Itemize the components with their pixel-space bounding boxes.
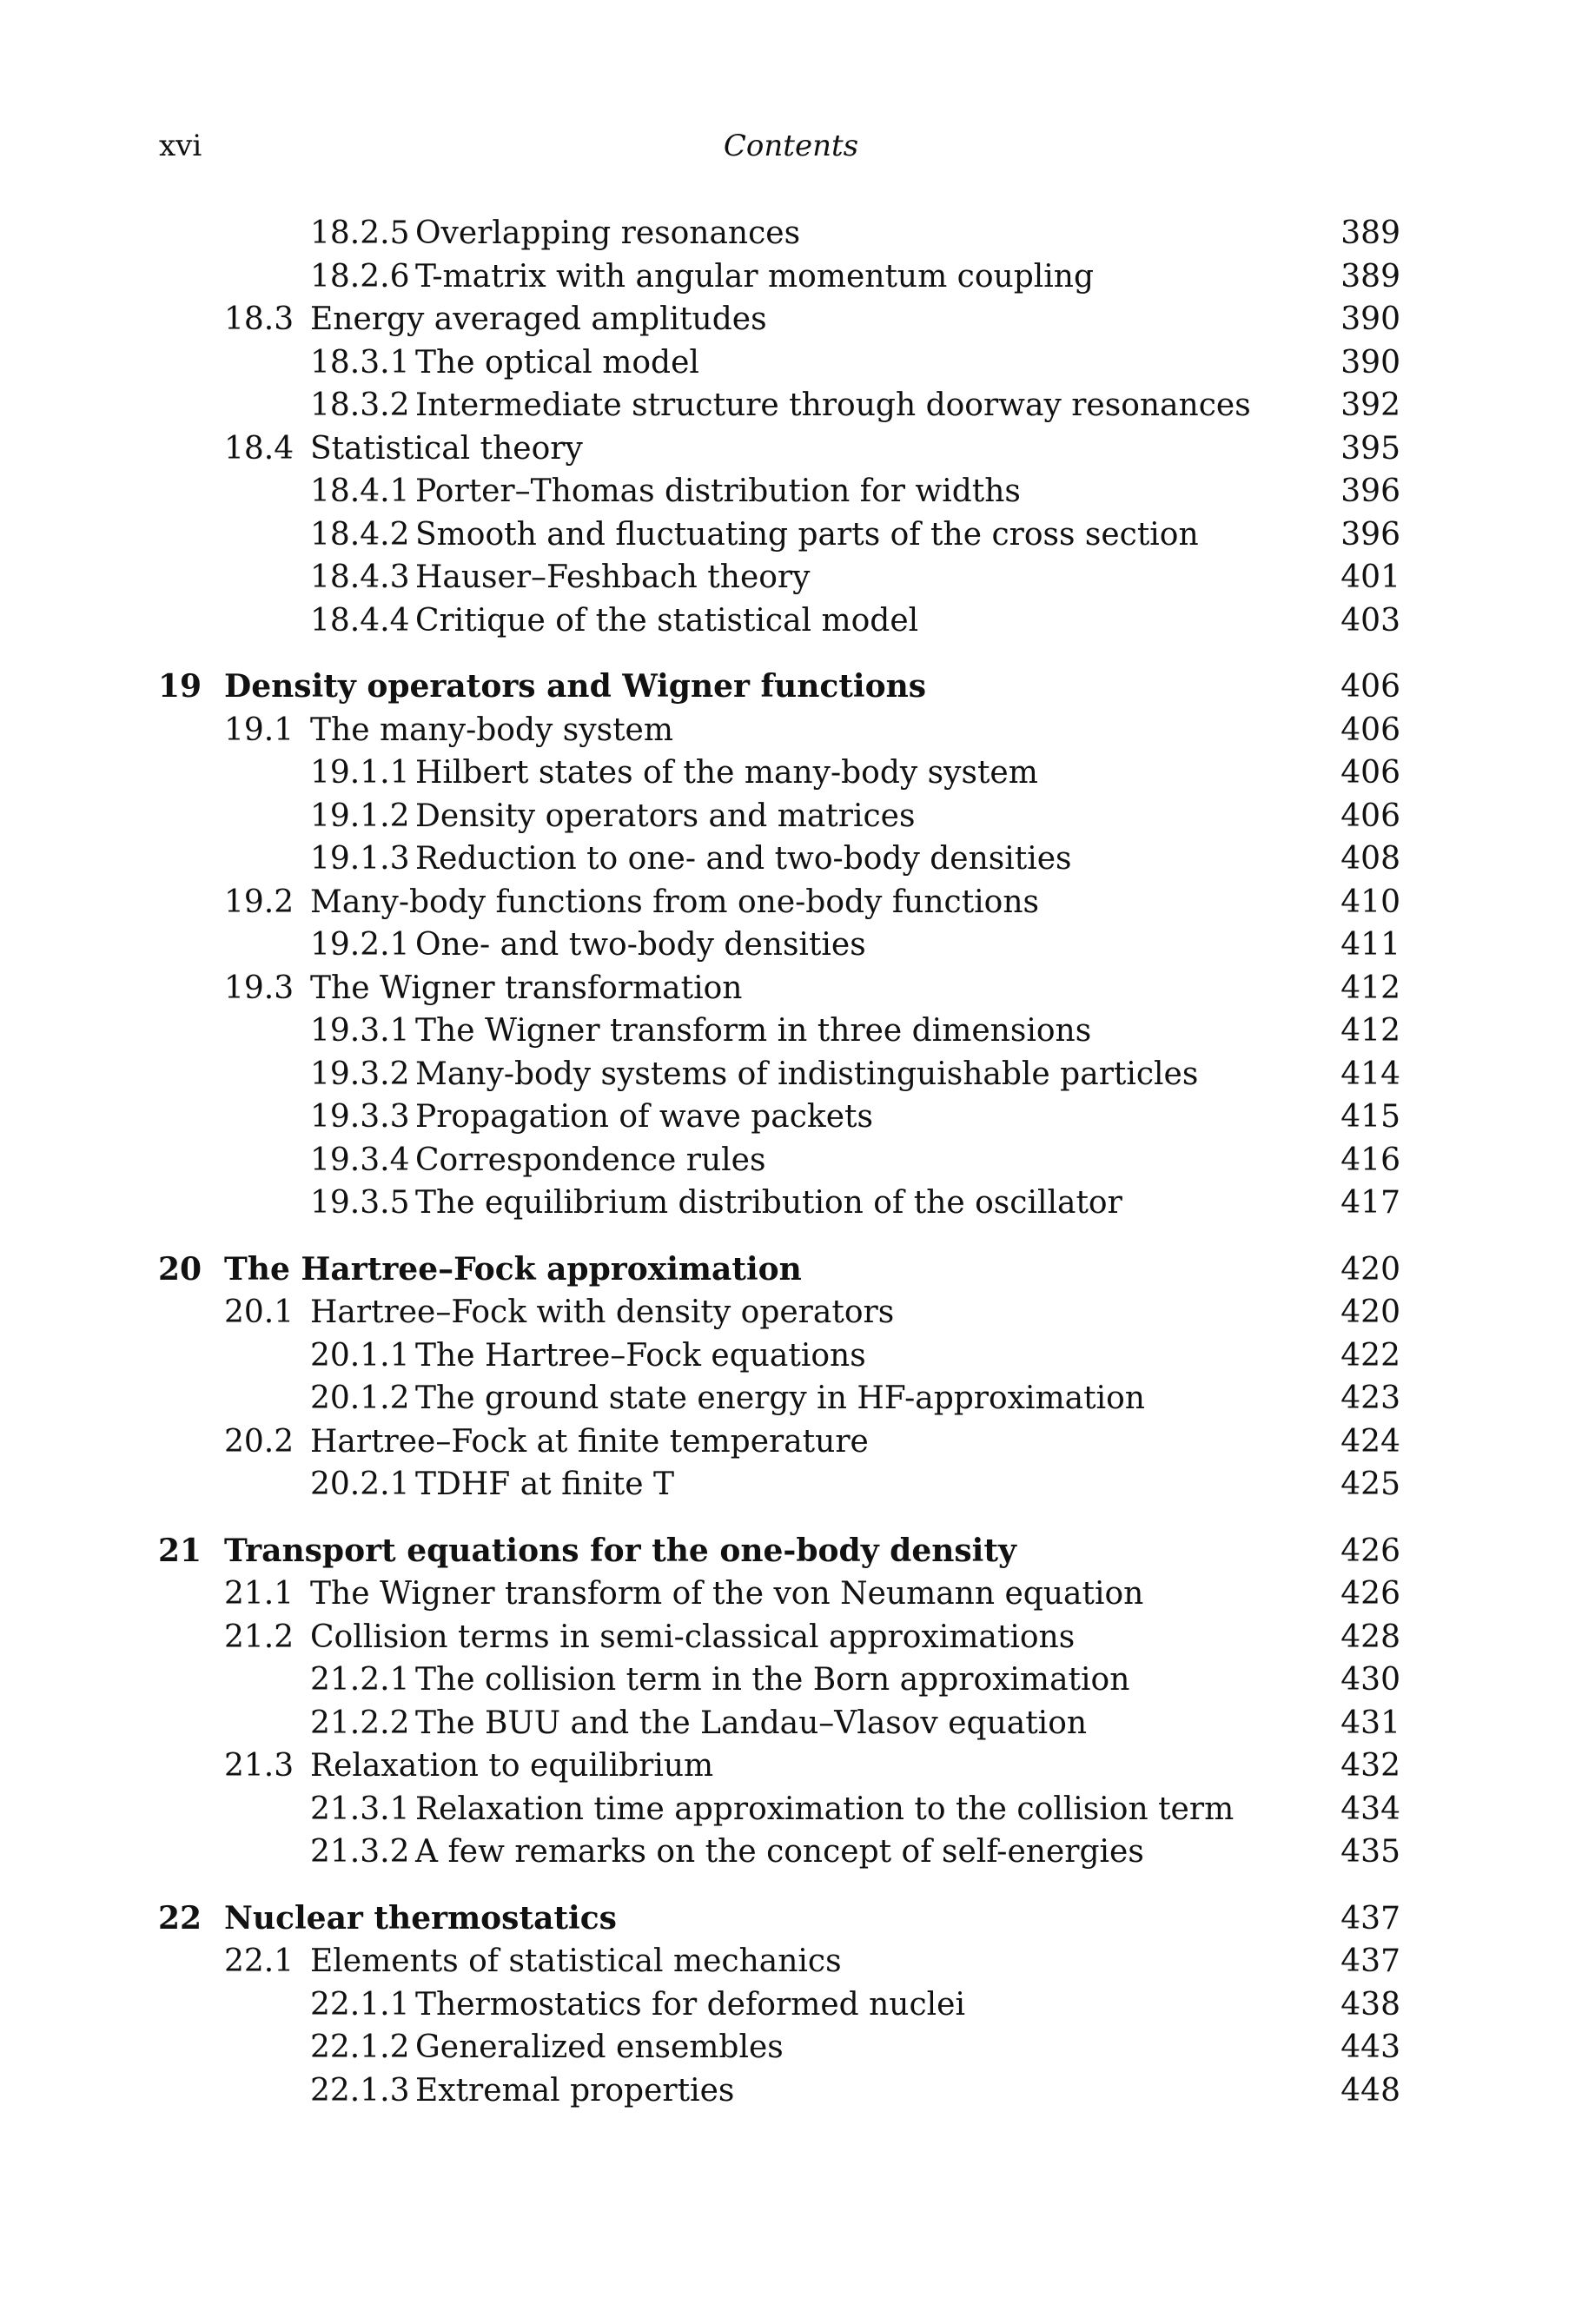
toc-entry-title: Smooth and fluctuating parts of the cross section [415, 516, 1199, 553]
toc-entry-number: 19.1.1 [310, 755, 410, 791]
toc-entry-page: 431 [1340, 1705, 1400, 1741]
toc-entry-title: Hauser–Feshbach theory [415, 559, 811, 595]
toc-entry-page: 414 [1340, 1056, 1400, 1092]
toc-entry-page: 406 [1340, 669, 1400, 705]
toc-entry-title: The Hartree–Fock equations [415, 1337, 866, 1374]
toc-entry-number: 20.2 [224, 1423, 295, 1460]
toc-subsection-entry[interactable] [0, 470, 1582, 513]
toc-subsection-entry[interactable] [0, 2026, 1582, 2069]
toc-entry-title: The equilibrium distribution of the oscillator [415, 1185, 1122, 1221]
toc-subsection-entry[interactable] [0, 599, 1582, 643]
toc-entry-title: The optical model [415, 344, 699, 381]
toc-entry-page: 420 [1340, 1251, 1400, 1288]
toc-subsection-entry[interactable] [0, 1010, 1582, 1053]
toc-entry-page: 426 [1340, 1533, 1400, 1569]
toc-entry-page: 438 [1340, 1986, 1400, 2023]
toc-entry-title: Thermostatics for deformed nuclei [415, 1986, 965, 2023]
toc-entry-page: 390 [1340, 301, 1400, 337]
toc-entry-number: 19.1.2 [310, 798, 410, 834]
toc-entry-page: 448 [1340, 2072, 1400, 2109]
toc-entry-number: 22.1 [224, 1943, 295, 1979]
toc-subsection-entry[interactable] [0, 1053, 1582, 1096]
toc-subsection-entry[interactable] [0, 212, 1582, 255]
toc-subsection-entry[interactable] [0, 1659, 1582, 1702]
toc-section-entry[interactable] [0, 709, 1582, 752]
toc-entry-title: Nuclear thermostatics [224, 1899, 617, 1937]
toc-entry-page: 410 [1340, 884, 1400, 920]
toc-entry-page: 423 [1340, 1380, 1400, 1416]
table-of-contents [0, 212, 1582, 2112]
toc-entry-number: 19.1.3 [310, 841, 410, 877]
toc-subsection-entry[interactable] [0, 924, 1582, 967]
toc-entry-page: 435 [1340, 1834, 1400, 1870]
toc-subsection-entry[interactable] [0, 513, 1582, 557]
toc-entry-title: Porter–Thomas distribution for widths [415, 473, 1021, 509]
toc-chapter-entry[interactable] [0, 1530, 1582, 1573]
toc-entry-page: 396 [1340, 516, 1400, 553]
toc-section-entry[interactable] [0, 967, 1582, 1010]
toc-subsection-entry[interactable] [0, 1182, 1582, 1225]
toc-chapter-entry[interactable] [0, 1248, 1582, 1292]
toc-entry-page: 432 [1340, 1748, 1400, 1784]
toc-section-entry[interactable] [0, 1745, 1582, 1788]
toc-entry-page: 392 [1340, 387, 1400, 423]
toc-entry-number: 21.3.2 [310, 1834, 410, 1870]
toc-entry-page: 437 [1340, 1900, 1400, 1937]
toc-entry-title: T-matrix with angular momentum coupling [415, 258, 1094, 295]
toc-entry-title: Elements of statistical mechanics [310, 1943, 842, 1979]
toc-entry-number: 20 [158, 1250, 202, 1288]
toc-entry-title: The many-body system [310, 712, 673, 748]
toc-entry-number: 21.3.1 [310, 1791, 410, 1827]
toc-subsection-entry[interactable] [0, 751, 1582, 795]
toc-entry-title: Many-body functions from one-body functions [310, 884, 1040, 920]
toc-entry-title: Hilbert states of the many-body system [415, 755, 1038, 791]
toc-entry-number: 22.1.2 [310, 2029, 410, 2065]
toc-entry-page: 401 [1340, 559, 1400, 595]
toc-entry-number: 20.1.1 [310, 1337, 410, 1374]
toc-entry-title: Extremal properties [415, 2072, 735, 2109]
toc-entry-number: 22.1.3 [310, 2072, 410, 2109]
toc-entry-page: 389 [1340, 215, 1400, 251]
toc-entry-number: 18.4.1 [310, 473, 410, 509]
toc-entry-number: 21.1 [224, 1576, 295, 1612]
toc-entry-page: 403 [1340, 602, 1400, 639]
toc-subsection-entry[interactable] [0, 1096, 1582, 1139]
toc-entry-number: 18.4.3 [310, 559, 410, 595]
toc-entry-title: Collision terms in semi-classical approximations [310, 1619, 1076, 1655]
toc-subsection-entry[interactable] [0, 1831, 1582, 1874]
toc-section-entry[interactable] [0, 1573, 1582, 1616]
toc-subsection-entry[interactable] [0, 1463, 1582, 1506]
toc-entry-number: 20.2.1 [310, 1467, 410, 1502]
toc-chapter-entry[interactable] [0, 1897, 1582, 1941]
toc-entry-number: 19.3.5 [310, 1185, 410, 1221]
toc-entry-page: 430 [1340, 1662, 1400, 1698]
toc-section-entry[interactable] [0, 881, 1582, 924]
toc-section-entry[interactable] [0, 1616, 1582, 1659]
toc-entry-title: One- and two-body densities [415, 927, 866, 963]
toc-entry-number: 18.2.6 [310, 258, 410, 295]
toc-entry-number: 18.3.2 [310, 387, 410, 423]
toc-entry-number: 21 [158, 1532, 202, 1569]
toc-subsection-entry[interactable] [0, 1139, 1582, 1182]
page-number: xvi [159, 129, 202, 163]
toc-entry-page: 415 [1340, 1099, 1400, 1135]
toc-entry-page: 389 [1340, 258, 1400, 295]
toc-subsection-entry[interactable] [0, 1702, 1582, 1745]
toc-entry-number: 19.3 [224, 970, 295, 1006]
toc-subsection-entry[interactable] [0, 384, 1582, 427]
toc-entry-title: Overlapping resonances [415, 215, 801, 251]
toc-entry-number: 18.3.1 [310, 344, 410, 381]
toc-entry-page: 412 [1340, 1013, 1400, 1049]
toc-entry-page: 390 [1340, 344, 1400, 381]
toc-entry-title: Hartree–Fock at finite temperature [310, 1423, 869, 1460]
toc-entry-title: Relaxation to equilibrium [310, 1748, 714, 1784]
toc-entry-page: 434 [1340, 1791, 1400, 1827]
toc-subsection-entry[interactable] [0, 556, 1582, 599]
toc-entry-title: Intermediate structure through doorway resonances [415, 387, 1251, 423]
toc-subsection-entry[interactable] [0, 1983, 1582, 2027]
toc-entry-title: The Wigner transform of the von Neumann equation [310, 1576, 1144, 1612]
toc-entry-number: 19.3.2 [310, 1056, 410, 1092]
toc-subsection-entry[interactable] [0, 1334, 1582, 1378]
toc-entry-title: The collision term in the Born approximation [415, 1662, 1130, 1698]
toc-section-entry[interactable] [0, 1291, 1582, 1334]
toc-entry-title: Correspondence rules [415, 1142, 766, 1178]
toc-entry-title: Reduction to one- and two-body densities [415, 841, 1072, 877]
toc-entry-number: 22.1.1 [310, 1986, 410, 2023]
toc-entry-page: 406 [1340, 798, 1400, 834]
toc-entry-number: 20.1.2 [310, 1380, 410, 1416]
toc-subsection-entry[interactable] [0, 341, 1582, 385]
toc-entry-title: Density operators and Wigner functions [224, 668, 927, 705]
toc-entry-page: 408 [1340, 841, 1400, 877]
toc-entry-number: 19.2 [224, 884, 295, 920]
toc-entry-page: 412 [1340, 970, 1400, 1006]
toc-entry-number: 21.2.1 [310, 1662, 410, 1698]
toc-entry-page: 426 [1340, 1576, 1400, 1612]
toc-subsection-entry[interactable] [0, 1377, 1582, 1420]
toc-section-entry[interactable] [0, 427, 1582, 471]
toc-entry-page: 443 [1340, 2029, 1400, 2065]
toc-entry-title: Generalized ensembles [415, 2029, 784, 2065]
toc-entry-title: The Wigner transformation [310, 970, 743, 1006]
toc-subsection-entry[interactable] [0, 795, 1582, 838]
toc-entry-number: 19.3.1 [310, 1013, 410, 1049]
toc-subsection-entry[interactable] [0, 255, 1582, 299]
toc-entry-page: 424 [1340, 1423, 1400, 1460]
toc-entry-number: 18.4.4 [310, 602, 410, 639]
toc-entry-number: 19.2.1 [310, 927, 410, 963]
toc-entry-title: Propagation of wave packets [415, 1099, 873, 1135]
toc-entry-title: Density operators and matrices [415, 798, 916, 834]
toc-entry-title: Many-body systems of indistinguishable particles [415, 1056, 1199, 1092]
toc-entry-number: 21.3 [224, 1748, 295, 1784]
toc-entry-title: Critique of the statistical model [415, 602, 919, 639]
toc-entry-number: 22 [158, 1899, 202, 1937]
toc-entry-number: 18.4 [224, 430, 295, 467]
toc-entry-title: The ground state energy in HF-approximation [415, 1380, 1145, 1416]
toc-section-entry[interactable] [0, 298, 1582, 341]
toc-entry-page: 406 [1340, 712, 1400, 748]
toc-entry-number: 19.1 [224, 712, 295, 748]
toc-entry-page: 416 [1340, 1142, 1400, 1178]
toc-subsection-entry[interactable] [0, 1788, 1582, 1831]
toc-entry-page: 428 [1340, 1619, 1400, 1655]
toc-entry-number: 18.4.2 [310, 516, 410, 553]
toc-entry-title: Statistical theory [310, 430, 583, 467]
toc-entry-number: 21.2.2 [310, 1705, 410, 1741]
toc-entry-title: The BUU and the Landau–Vlasov equation [415, 1705, 1088, 1741]
toc-entry-number: 18.2.5 [310, 215, 410, 251]
toc-entry-page: 422 [1340, 1337, 1400, 1374]
toc-entry-number: 18.3 [224, 301, 295, 337]
toc-section-entry[interactable] [0, 1420, 1582, 1464]
toc-entry-page: 417 [1340, 1185, 1400, 1221]
toc-entry-page: 406 [1340, 755, 1400, 791]
toc-subsection-entry[interactable] [0, 838, 1582, 881]
running-title: Contents [723, 129, 859, 163]
toc-entry-number: 19 [158, 668, 202, 705]
toc-entry-page: 425 [1340, 1467, 1400, 1502]
toc-entry-page: 395 [1340, 430, 1400, 467]
toc-entry-number: 19.3.4 [310, 1142, 410, 1178]
toc-entry-title: Transport equations for the one-body density [224, 1532, 1016, 1569]
toc-entry-title: Energy averaged amplitudes [310, 301, 767, 337]
toc-entry-page: 411 [1340, 927, 1400, 963]
page-header [0, 120, 1582, 172]
toc-subsection-entry[interactable] [0, 2069, 1582, 2113]
toc-entry-page: 420 [1340, 1294, 1400, 1330]
toc-entry-page: 437 [1340, 1943, 1400, 1979]
toc-chapter-entry[interactable] [0, 665, 1582, 709]
toc-entry-title: TDHF at finite T [415, 1467, 675, 1502]
toc-entry-number: 20.1 [224, 1294, 295, 1330]
toc-entry-number: 21.2 [224, 1619, 295, 1655]
toc-section-entry[interactable] [0, 1940, 1582, 1983]
toc-entry-title: The Hartree–Fock approximation [224, 1250, 802, 1288]
toc-entry-title: A few remarks on the concept of self-energies [415, 1834, 1144, 1870]
toc-entry-title: The Wigner transform in three dimensions [415, 1013, 1092, 1049]
toc-entry-number: 19.3.3 [310, 1099, 410, 1135]
toc-entry-page: 396 [1340, 473, 1400, 509]
toc-entry-title: Hartree–Fock with density operators [310, 1294, 895, 1330]
toc-entry-title: Relaxation time approximation to the collision term [415, 1791, 1234, 1827]
